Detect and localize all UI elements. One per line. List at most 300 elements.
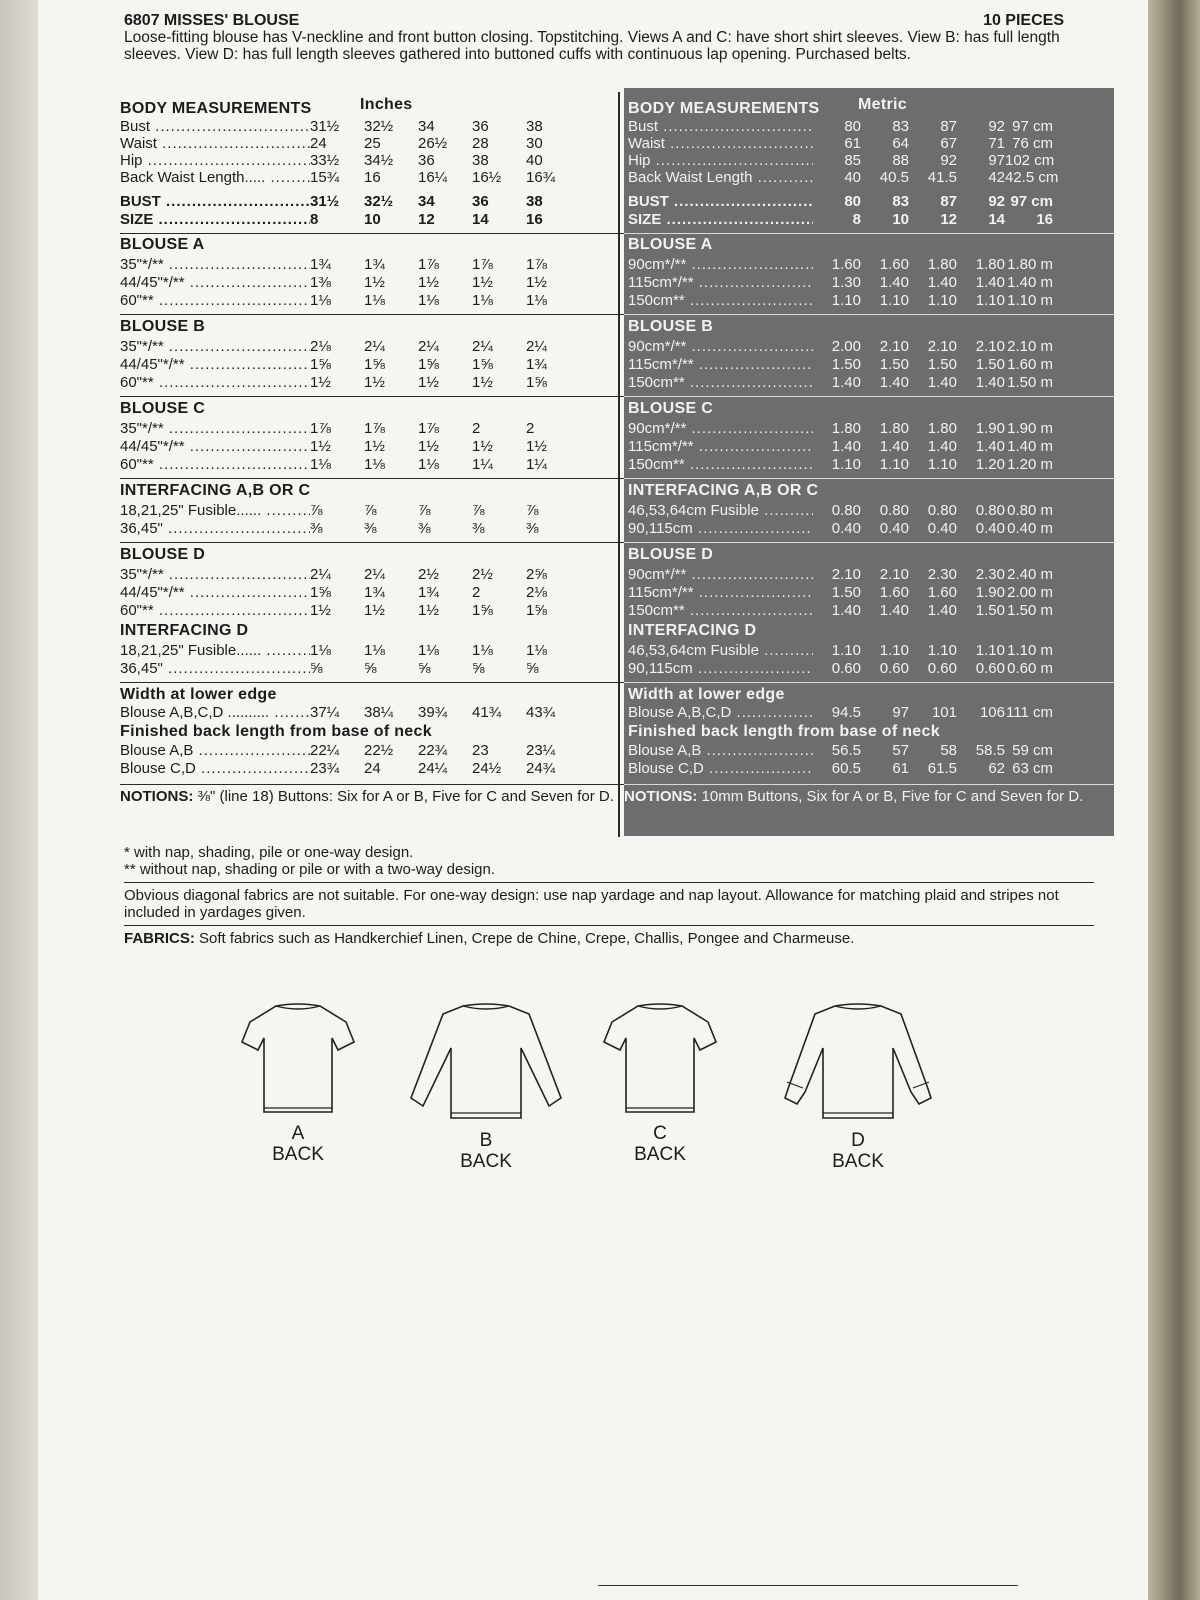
row-label: 46,53,64cm Fusible ..... bbox=[628, 642, 813, 659]
row-value: 1.10 bbox=[879, 642, 909, 659]
pattern-number: 6807 bbox=[124, 12, 160, 29]
row-value: 24 bbox=[364, 760, 381, 777]
row-value: 0.80 bbox=[831, 502, 861, 519]
row-value: 2.30 bbox=[975, 566, 1005, 583]
table-row bbox=[120, 520, 625, 538]
row-value: 22¼ bbox=[310, 742, 340, 759]
table-row bbox=[120, 704, 625, 722]
row-value: 2.10 bbox=[879, 338, 909, 355]
table-row bbox=[624, 566, 1118, 584]
table-row bbox=[120, 118, 625, 136]
table-row bbox=[624, 456, 1118, 474]
row-value: 1⅝ bbox=[418, 356, 439, 373]
row-value: 1.40 m bbox=[1007, 438, 1053, 455]
divider bbox=[120, 478, 625, 479]
row-value: 39¾ bbox=[418, 704, 448, 721]
row-value: 1⅞ bbox=[472, 256, 493, 273]
row-value: 1.40 bbox=[879, 438, 909, 455]
row-value: 1½ bbox=[526, 438, 547, 455]
row-value: 0.60 bbox=[879, 660, 909, 677]
row-value: 1⅝ bbox=[526, 374, 547, 391]
row-label: 115cm*/** ..... bbox=[628, 356, 813, 373]
divider bbox=[624, 784, 1114, 785]
row-value: 1.60 m bbox=[1007, 356, 1053, 373]
row-label: 44/45"*/** ..... bbox=[120, 584, 310, 601]
row-value: 40 bbox=[526, 152, 543, 169]
row-value: ⅞ bbox=[364, 502, 377, 519]
row-label: 115cm*/** ..... bbox=[628, 438, 813, 455]
row-value: 40.5 bbox=[879, 169, 909, 186]
row-value: 1⅝ bbox=[472, 602, 493, 619]
row-value: 1⅝ bbox=[310, 584, 331, 601]
row-value: 1.20 bbox=[975, 456, 1005, 473]
row-value: 1¾ bbox=[364, 584, 385, 601]
row-value: 2.10 bbox=[831, 566, 861, 583]
view-d-caption: BACK bbox=[832, 1151, 884, 1172]
row-value: 16 bbox=[1036, 211, 1053, 228]
notions-body: ⅜" (line 18) Buttons: Six for A or B, Five for C and Seven for D. bbox=[197, 788, 614, 805]
row-value: 1⅞ bbox=[418, 256, 439, 273]
row-value: 1.80 bbox=[975, 256, 1005, 273]
row-value: 1⅛ bbox=[526, 292, 547, 309]
row-value: 36 bbox=[472, 193, 489, 210]
section-title: BLOUSE A bbox=[120, 236, 205, 253]
pattern-title: MISSES' BLOUSE bbox=[163, 12, 300, 29]
row-value: 33½ bbox=[310, 152, 340, 169]
table-row bbox=[120, 211, 625, 229]
row-value: 0.40 bbox=[975, 520, 1005, 537]
row-value: 1.40 bbox=[879, 602, 909, 619]
row-value: 1½ bbox=[472, 374, 493, 391]
row-value: 111 cm bbox=[1006, 704, 1053, 721]
row-value: 57 bbox=[892, 742, 909, 759]
table-row bbox=[624, 292, 1118, 310]
view-a-caption: BACK bbox=[272, 1144, 324, 1165]
row-value: 2 bbox=[472, 584, 481, 601]
row-value: 83 bbox=[892, 193, 909, 210]
row-value: 1.10 bbox=[879, 292, 909, 309]
row-value: 106 bbox=[979, 704, 1005, 721]
blouse-d-back-sketch bbox=[773, 1000, 943, 1125]
row-value: 1.10 bbox=[975, 292, 1005, 309]
row-value: 1¼ bbox=[472, 456, 493, 473]
blouse-b-back-sketch bbox=[401, 1000, 571, 1125]
section-title: Width at lower edge bbox=[120, 686, 277, 703]
row-value: 87 bbox=[940, 118, 957, 135]
section-title: BLOUSE C bbox=[628, 400, 714, 417]
row-value: 102 cm bbox=[1005, 152, 1055, 169]
view-c-caption: BACK bbox=[634, 1144, 686, 1165]
row-value: 2¼ bbox=[310, 566, 331, 583]
row-label: 35"*/** ..... bbox=[120, 420, 310, 437]
row-label: BUST ..... bbox=[120, 193, 310, 210]
row-label: 18,21,25" Fusible...... ..... bbox=[120, 502, 310, 519]
row-value: 1.50 bbox=[975, 356, 1005, 373]
row-label: 150cm** ..... bbox=[628, 602, 813, 619]
row-value: 1.80 bbox=[927, 256, 957, 273]
row-value: 83 bbox=[892, 118, 909, 135]
section-title: BLOUSE D bbox=[628, 546, 714, 563]
row-value: 63 cm bbox=[1012, 760, 1053, 777]
row-value: 2½ bbox=[418, 566, 439, 583]
row-value: 2 bbox=[526, 420, 535, 437]
row-value: 1.60 bbox=[879, 584, 909, 601]
row-label: 90cm*/** ..... bbox=[628, 338, 813, 355]
row-label: 46,53,64cm Fusible ..... bbox=[628, 502, 813, 519]
row-value: 1¾ bbox=[526, 356, 547, 373]
divider bbox=[624, 396, 1114, 397]
view-d-letter: D bbox=[851, 1130, 865, 1151]
row-value: 24¼ bbox=[418, 760, 448, 777]
row-value: 1.30 bbox=[831, 274, 861, 291]
row-value: 80 bbox=[844, 118, 861, 135]
row-value: 1.10 bbox=[831, 292, 861, 309]
notions-body: 10mm Buttons, Six for A or B, Five for C and Seven for D. bbox=[701, 788, 1084, 805]
blouse-c-back-sketch bbox=[590, 1000, 730, 1118]
row-value: 23 bbox=[472, 742, 489, 759]
section-title: BLOUSE B bbox=[628, 318, 714, 335]
row-value: 1.40 bbox=[879, 274, 909, 291]
row-value: 2¼ bbox=[418, 338, 439, 355]
row-value: 0.60 bbox=[927, 660, 957, 677]
view-a-figure bbox=[228, 1000, 368, 1165]
row-value: 2.40 m bbox=[1007, 566, 1053, 583]
row-value: 23¼ bbox=[526, 742, 556, 759]
without-nap-note: ** without nap, shading or pile or with a two-way design. bbox=[124, 861, 496, 878]
view-b-letter: B bbox=[479, 1130, 493, 1151]
row-value: 2.10 bbox=[975, 338, 1005, 355]
row-value: 61 bbox=[892, 760, 909, 777]
row-value: 1.10 m bbox=[1007, 642, 1053, 659]
row-label: Hip ..... bbox=[120, 152, 310, 169]
row-value: 2.10 bbox=[927, 338, 957, 355]
row-value: 1.80 bbox=[879, 420, 909, 437]
row-value: 58.5 bbox=[975, 742, 1005, 759]
row-value: 2.10 bbox=[879, 566, 909, 583]
section-title: Width at lower edge bbox=[628, 686, 785, 703]
table-row bbox=[624, 420, 1118, 438]
divider bbox=[624, 478, 1114, 479]
row-value: ⅞ bbox=[472, 502, 485, 519]
row-value: 97 bbox=[892, 704, 909, 721]
row-value: 1½ bbox=[472, 274, 493, 291]
table-row bbox=[120, 256, 625, 274]
section-title: BLOUSE B bbox=[120, 318, 206, 335]
row-value: ⅜ bbox=[472, 520, 485, 537]
fabrics-label: FABRICS: bbox=[124, 930, 195, 947]
row-label: Hip ..... bbox=[628, 152, 813, 169]
row-label: 60"** ..... bbox=[120, 456, 310, 473]
row-value: 24 bbox=[310, 135, 327, 152]
row-value: 26½ bbox=[418, 135, 448, 152]
row-value: 1.60 bbox=[879, 256, 909, 273]
row-label: 90cm*/** ..... bbox=[628, 566, 813, 583]
table-row bbox=[120, 420, 625, 438]
row-label: Bust ..... bbox=[120, 118, 310, 135]
row-label: Blouse A,B ..... bbox=[628, 742, 813, 759]
row-value: 0.40 bbox=[879, 520, 909, 537]
row-value: 2.10 m bbox=[1007, 338, 1053, 355]
row-value: 41.5 bbox=[927, 169, 957, 186]
row-value: 1.40 bbox=[831, 374, 861, 391]
table-row bbox=[624, 274, 1118, 292]
row-value: 1⅝ bbox=[364, 356, 385, 373]
row-value: ⅝ bbox=[526, 660, 539, 677]
row-label: 60"** ..... bbox=[120, 292, 310, 309]
table-row bbox=[120, 584, 625, 602]
row-value: 10 bbox=[364, 211, 381, 228]
row-label: SIZE ..... bbox=[628, 211, 813, 228]
row-value: 1⅞ bbox=[418, 420, 439, 437]
row-value: 10 bbox=[892, 211, 909, 228]
section-title: BLOUSE A bbox=[628, 236, 713, 253]
row-label: Back Waist Length ..... bbox=[628, 169, 813, 186]
row-value: 1⅛ bbox=[364, 642, 385, 659]
pattern-header bbox=[124, 12, 1064, 63]
row-value: 2¼ bbox=[364, 338, 385, 355]
row-value: 2¼ bbox=[472, 338, 493, 355]
row-value: 1.50 bbox=[927, 356, 957, 373]
row-value: 0.40 bbox=[927, 520, 957, 537]
table-row bbox=[120, 438, 625, 456]
row-value: 30 bbox=[526, 135, 543, 152]
row-value: 2⅛ bbox=[526, 584, 547, 601]
row-value: 1½ bbox=[418, 602, 439, 619]
divider bbox=[624, 542, 1114, 543]
row-value: 94.5 bbox=[831, 704, 861, 721]
row-label: 35"*/** ..... bbox=[120, 338, 310, 355]
row-value: 1.40 bbox=[975, 438, 1005, 455]
view-d-figure bbox=[773, 1000, 943, 1172]
table-row bbox=[120, 193, 625, 211]
row-value: 1.90 bbox=[975, 420, 1005, 437]
row-value: 1½ bbox=[364, 374, 385, 391]
row-value: 2⅛ bbox=[310, 338, 331, 355]
row-value: 58 bbox=[940, 742, 957, 759]
view-c-figure bbox=[590, 1000, 730, 1165]
diagonal-note: Obvious diagonal fabrics are not suitable. For one-way design: use nap yardage and nap layout. Allowance for matching plaid and stripes not included in yardages given. bbox=[124, 887, 1059, 921]
table-row bbox=[120, 338, 625, 356]
row-value: 1⅛ bbox=[526, 642, 547, 659]
row-value: 1⅛ bbox=[472, 642, 493, 659]
row-value: 1.50 bbox=[831, 356, 861, 373]
row-value: 1.40 m bbox=[1007, 274, 1053, 291]
row-value: ⅝ bbox=[418, 660, 431, 677]
row-value: 0.80 m bbox=[1007, 502, 1053, 519]
row-label: Blouse C,D ..... bbox=[120, 760, 310, 777]
table-row bbox=[120, 660, 625, 678]
row-value: 1⅛ bbox=[418, 456, 439, 473]
row-value: 31½ bbox=[310, 193, 340, 210]
row-label: 60"** ..... bbox=[120, 374, 310, 391]
table-row bbox=[624, 152, 1118, 170]
row-value: 101 bbox=[931, 704, 957, 721]
row-value: 15¾ bbox=[310, 169, 340, 186]
row-label: 150cm** ..... bbox=[628, 374, 813, 391]
row-value: 8 bbox=[310, 211, 319, 228]
table-row bbox=[120, 602, 625, 620]
row-value: ⅞ bbox=[526, 502, 539, 519]
row-value: 0.80 bbox=[975, 502, 1005, 519]
row-value: 1.50 m bbox=[1007, 602, 1053, 619]
divider bbox=[120, 682, 625, 683]
row-label: 115cm*/** ..... bbox=[628, 274, 813, 291]
row-value: 1½ bbox=[418, 274, 439, 291]
row-value: 2 bbox=[472, 420, 481, 437]
row-label: Back Waist Length..... ..... bbox=[120, 169, 310, 186]
row-value: 0.80 bbox=[879, 502, 909, 519]
row-value: 1½ bbox=[310, 438, 331, 455]
table-row bbox=[120, 502, 625, 520]
row-value: 1⅞ bbox=[310, 420, 331, 437]
row-value: 31½ bbox=[310, 118, 340, 135]
row-value: 8 bbox=[852, 211, 861, 228]
row-value: 76 cm bbox=[1012, 135, 1053, 152]
row-value: 16¼ bbox=[418, 169, 448, 186]
table-row bbox=[624, 374, 1118, 392]
row-value: 97 cm bbox=[1010, 193, 1053, 210]
row-label: Blouse A,B,C,D ..... bbox=[628, 704, 813, 721]
table-row bbox=[120, 169, 625, 187]
row-value: 1⅛ bbox=[418, 642, 439, 659]
notions-label: NOTIONS: bbox=[120, 788, 194, 805]
inches-table bbox=[120, 92, 625, 832]
row-value: ⅜ bbox=[310, 520, 323, 537]
row-value: ⅝ bbox=[364, 660, 377, 677]
background-left bbox=[0, 0, 40, 1600]
divider bbox=[120, 396, 625, 397]
table-row bbox=[120, 356, 625, 374]
metric-table bbox=[624, 88, 1114, 836]
table-row bbox=[624, 642, 1118, 660]
row-value: 1¾ bbox=[418, 584, 439, 601]
pattern-envelope-back bbox=[38, 0, 1148, 1600]
row-value: 43¾ bbox=[526, 704, 556, 721]
unit-label: Inches bbox=[360, 96, 413, 113]
row-value: 2¼ bbox=[526, 338, 547, 355]
row-value: 1⅝ bbox=[526, 602, 547, 619]
row-value: 1.50 bbox=[879, 356, 909, 373]
row-value: 1⅛ bbox=[310, 456, 331, 473]
row-value: 16 bbox=[526, 211, 543, 228]
row-label: 44/45"*/** ..... bbox=[120, 356, 310, 373]
section-title: INTERFACING D bbox=[628, 622, 757, 639]
row-value: 38 bbox=[526, 193, 543, 210]
divider bbox=[598, 1585, 1018, 1586]
row-value: 1.60 bbox=[831, 256, 861, 273]
row-value: 1⅞ bbox=[364, 420, 385, 437]
row-label: 150cm** ..... bbox=[628, 456, 813, 473]
row-value: 80 bbox=[844, 193, 861, 210]
row-value: ⅝ bbox=[310, 660, 323, 677]
row-value: 1.40 bbox=[831, 438, 861, 455]
table-row bbox=[120, 152, 625, 170]
pattern-description: Loose-fitting blouse has V-neckline and front button closing. Topstitching. Views A and C: have short shirt sleeves. View B: has full length sleeves. View D: has full length sleeves gathered into buttoned cuffs with continuous lap opening. Purchased belts. bbox=[124, 29, 1060, 63]
table-row bbox=[624, 742, 1118, 760]
table-row bbox=[120, 742, 625, 760]
pieces-count: 10 PIECES bbox=[983, 12, 1064, 29]
row-value: 1⅛ bbox=[364, 456, 385, 473]
section-title: Finished back length from base of neck bbox=[628, 723, 940, 740]
table-row bbox=[624, 520, 1118, 538]
row-value: 1.10 m bbox=[1007, 292, 1053, 309]
row-label: Bust ..... bbox=[628, 118, 813, 135]
row-value: 1.90 bbox=[975, 584, 1005, 601]
row-value: 61 bbox=[844, 135, 861, 152]
row-value: 41¾ bbox=[472, 704, 502, 721]
row-value: 1½ bbox=[364, 602, 385, 619]
row-value: 71 bbox=[988, 135, 1005, 152]
row-label: 44/45"*/** ..... bbox=[120, 274, 310, 291]
table-row bbox=[120, 760, 625, 778]
divider bbox=[120, 233, 625, 234]
row-value: 1.10 bbox=[831, 642, 861, 659]
table-row bbox=[624, 135, 1118, 153]
row-value: 22½ bbox=[364, 742, 394, 759]
row-label: 44/45"*/** ..... bbox=[120, 438, 310, 455]
divider bbox=[624, 682, 1114, 683]
divider bbox=[124, 925, 1094, 926]
row-value: 1¼ bbox=[526, 456, 547, 473]
divider bbox=[624, 314, 1114, 315]
row-value: 32½ bbox=[364, 193, 394, 210]
row-value: 2½ bbox=[472, 566, 493, 583]
row-value: 16¾ bbox=[526, 169, 556, 186]
table-row bbox=[120, 642, 625, 660]
view-a-letter: A bbox=[291, 1123, 305, 1144]
row-value: 16 bbox=[364, 169, 381, 186]
row-label: 18,21,25" Fusible...... ..... bbox=[120, 642, 310, 659]
row-value: 2.30 bbox=[927, 566, 957, 583]
table-row bbox=[624, 760, 1118, 778]
row-value: 1.60 bbox=[927, 584, 957, 601]
table-row bbox=[624, 438, 1118, 456]
row-value: 16½ bbox=[472, 169, 502, 186]
view-b-figure bbox=[401, 1000, 571, 1172]
divider bbox=[624, 233, 1114, 234]
row-label: 90cm*/** ..... bbox=[628, 420, 813, 437]
row-value: 60.5 bbox=[831, 760, 861, 777]
row-value: 36 bbox=[418, 152, 435, 169]
row-value: ⅞ bbox=[418, 502, 431, 519]
row-value: 1.90 m bbox=[1007, 420, 1053, 437]
row-value: 1½ bbox=[526, 274, 547, 291]
row-value: 14 bbox=[988, 211, 1005, 228]
row-label: 35"*/** ..... bbox=[120, 566, 310, 583]
table-row bbox=[624, 169, 1118, 187]
section-title: BLOUSE C bbox=[120, 400, 206, 417]
view-b-caption: BACK bbox=[460, 1151, 512, 1172]
row-value: 2.00 bbox=[831, 338, 861, 355]
table-row bbox=[624, 118, 1118, 136]
table-row bbox=[624, 356, 1118, 374]
row-value: 1⅝ bbox=[310, 356, 331, 373]
row-value: ⅞ bbox=[310, 502, 323, 519]
row-label: 60"** ..... bbox=[120, 602, 310, 619]
row-value: 28 bbox=[472, 135, 489, 152]
row-value: 24¾ bbox=[526, 760, 556, 777]
row-value: 59 cm bbox=[1012, 742, 1053, 759]
row-value: 62 bbox=[988, 760, 1005, 777]
row-label: 36,45" ..... bbox=[120, 660, 310, 677]
fabrics-text: Soft fabrics such as Handkerchief Linen, Crepe de Chine, Crepe, Challis, Pongee and Charmeuse. bbox=[199, 930, 855, 947]
row-value: 1.10 bbox=[927, 292, 957, 309]
row-value: 1⅛ bbox=[364, 292, 385, 309]
row-value: 36 bbox=[472, 118, 489, 135]
row-value: ⅜ bbox=[364, 520, 377, 537]
row-value: 1½ bbox=[418, 374, 439, 391]
row-value: 0.40 bbox=[831, 520, 861, 537]
